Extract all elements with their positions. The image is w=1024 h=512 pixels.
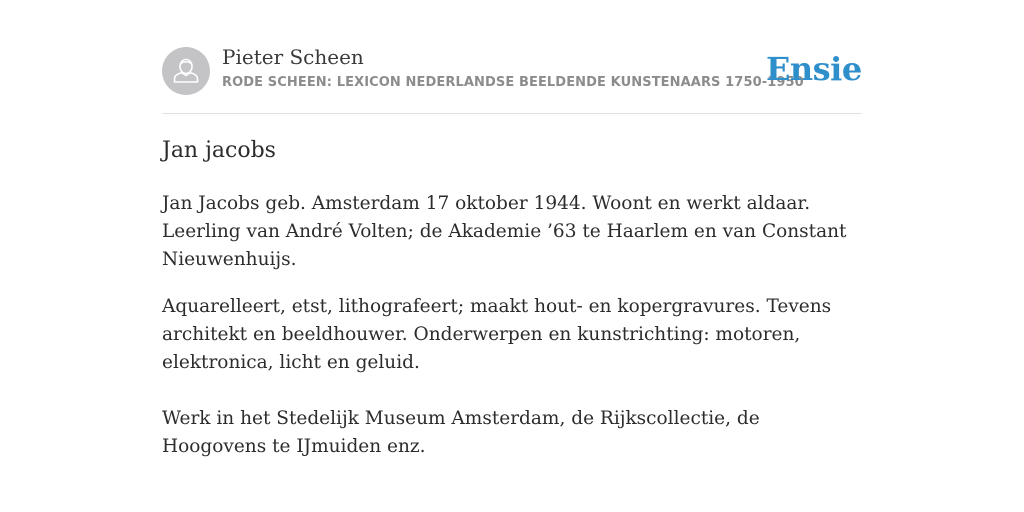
author-name[interactable]: Pieter Scheen xyxy=(222,45,364,69)
paragraph-break xyxy=(162,377,862,405)
entry-header xyxy=(162,0,862,114)
entry-title: Jan jacobs xyxy=(162,138,276,163)
entry-paragraph: Werk in het Stedelijk Museum Amsterdam, de Rijkscollectie, de Hoogovens te IJmuiden enz. xyxy=(162,408,760,457)
avatar[interactable] xyxy=(162,47,210,95)
entry-paragraph: Aquarelleert, etst, lithografeert; maakt hout- en kopergravures. Tevens architekt en beeldhouwer. Onderwerpen en kunstrichting: motoren, elektronica, licht en geluid. xyxy=(162,296,832,373)
source-title[interactable]: RODE SCHEEN: LEXICON NEDERLANDSE BEELDENDE KUNSTENAARS 1750-1950 xyxy=(222,75,804,90)
entry-paragraph: Jan Jacobs geb. Amsterdam 17 oktober 1944. Woont en werkt aldaar. Leerling van André Volten; de Akademie ’63 te Haarlem en van Constant Nieuwenhuijs. xyxy=(162,193,847,270)
entry-card xyxy=(162,0,862,457)
entry-body xyxy=(162,190,862,461)
user-icon xyxy=(162,47,210,95)
ensie-logo[interactable]: Ensie xyxy=(766,50,862,88)
